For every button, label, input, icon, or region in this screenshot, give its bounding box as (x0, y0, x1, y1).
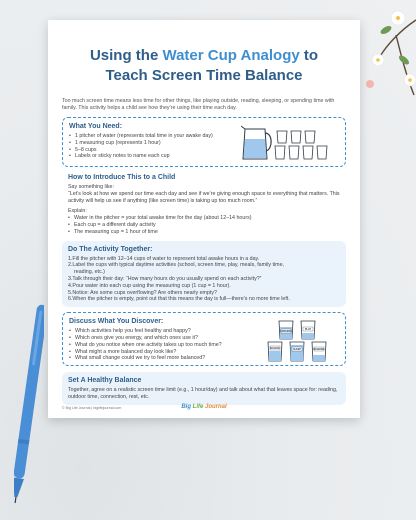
explain-label: Explain: (68, 208, 87, 215)
explain-list (68, 215, 340, 235)
worksheet-paper (48, 20, 360, 418)
discuss-box (62, 312, 346, 366)
discuss-list (69, 328, 236, 362)
title-highlight: Water Cup Analogy (162, 47, 300, 64)
activity-steps (68, 256, 340, 304)
blue-pen-decoration (14, 300, 44, 515)
cup-label: READING (313, 348, 325, 352)
discuss-title: Discuss What You Discover: (69, 318, 164, 326)
quote-text: “Let’s look at how we spend our time each day and see if we’re giving enough space to everything that matters. This activity will help us see if anything (like screen time) is taking up too much room.” (68, 190, 340, 204)
cup-label: SCREENS (280, 330, 292, 334)
list-item: • What do you notice when one activity takes up too much time? (69, 342, 236, 349)
list-item: 3.Talk through their day: “How many hours do you usually spend on each activity?” (68, 275, 262, 282)
list-item: 2.Label the cups with typical daytime activities (school, screen time, play, meals, family time, (68, 262, 284, 269)
list-item: • The measuring cup = 1 hour of time (68, 229, 340, 236)
list-item: • What might a more balanced day look like? (69, 349, 236, 356)
list-item: • Each cup = a different daily activity (68, 222, 340, 229)
brand-word-1: Big (181, 404, 193, 410)
what-you-need-title: What You Need: (69, 123, 123, 130)
list-item: • 5–8 cups (69, 147, 236, 154)
intro-paragraph: Too much screen time means less time for other things, like playing outside, reading, sleeping, or spending time with family. This activity helps a child see how they’re using their time each day. (62, 98, 335, 111)
balance-title: Set A Healthy Balance (68, 377, 142, 385)
activity-box (62, 241, 346, 308)
list-item: 1.Fill the pitcher with 12–14 cups of water to represent total awake hours in a day. (68, 255, 260, 262)
list-item: 4.Pour water into each cup using the measuring cup (1 cup = 1 hour). (68, 282, 231, 289)
list-item: • Labels or sticky notes to name each cup (69, 153, 236, 160)
balance-text: Together, agree on a realistic screen time limit (e.g., 1 hour/day) and talk about what that leaves space for: reading, outdoor time, connection, rest, etc. (68, 387, 338, 400)
list-item: 5.Notice: Are some cups overflowing? Are others nearly empty? (68, 289, 217, 296)
say-label: Say something like: (68, 184, 114, 190)
what-you-need-box (62, 117, 346, 167)
list-item: • 1 pitcher of water (represents total time in your awake day) (69, 133, 236, 140)
list-item: • What small change could we try to feel more balanced? (69, 355, 236, 362)
flower-branch-decoration (356, 0, 416, 110)
labeled-cups-illustration (265, 319, 335, 363)
list-item: 6.When the pitcher is empty, point out that this means the day is full—there’s no more time left. (68, 296, 290, 303)
brand-word-2: Life (192, 404, 204, 410)
title-text-end: to (299, 47, 319, 64)
copyright-text: © Big Life Journal | biglifejournal.com (62, 406, 122, 410)
cup-label: SCHOOL (269, 347, 281, 351)
list-item: • Which ones give you energy, and which ones use it? (69, 335, 236, 342)
worksheet-title (62, 46, 346, 86)
activity-title: Do The Activity Together: (68, 245, 153, 253)
introduce-section (62, 173, 346, 236)
pitcher-and-cups-illustration (241, 123, 333, 163)
list-item: • Water in the pitcher = your total awake time for the day (about 12–14 hours) (68, 215, 340, 222)
brand-word-3: Journal (203, 404, 227, 410)
introduce-title: How to Introduce This to a Child (68, 174, 176, 181)
cup-label: SLEEP (293, 348, 301, 352)
list-item: reading, etc.) (74, 269, 105, 276)
worksheet-footer (62, 400, 346, 410)
list-item: • 1 measuring cup (represents 1 hour) (69, 140, 236, 147)
list-item: • Which activities help you feel healthy and happy? (69, 328, 236, 335)
supplies-list (69, 133, 236, 160)
title-line-2: Teach Screen Time Balance (105, 67, 303, 84)
cup-label: PLAY (304, 328, 312, 332)
brand-logo (181, 404, 226, 410)
title-text-start: Using the (89, 47, 163, 64)
